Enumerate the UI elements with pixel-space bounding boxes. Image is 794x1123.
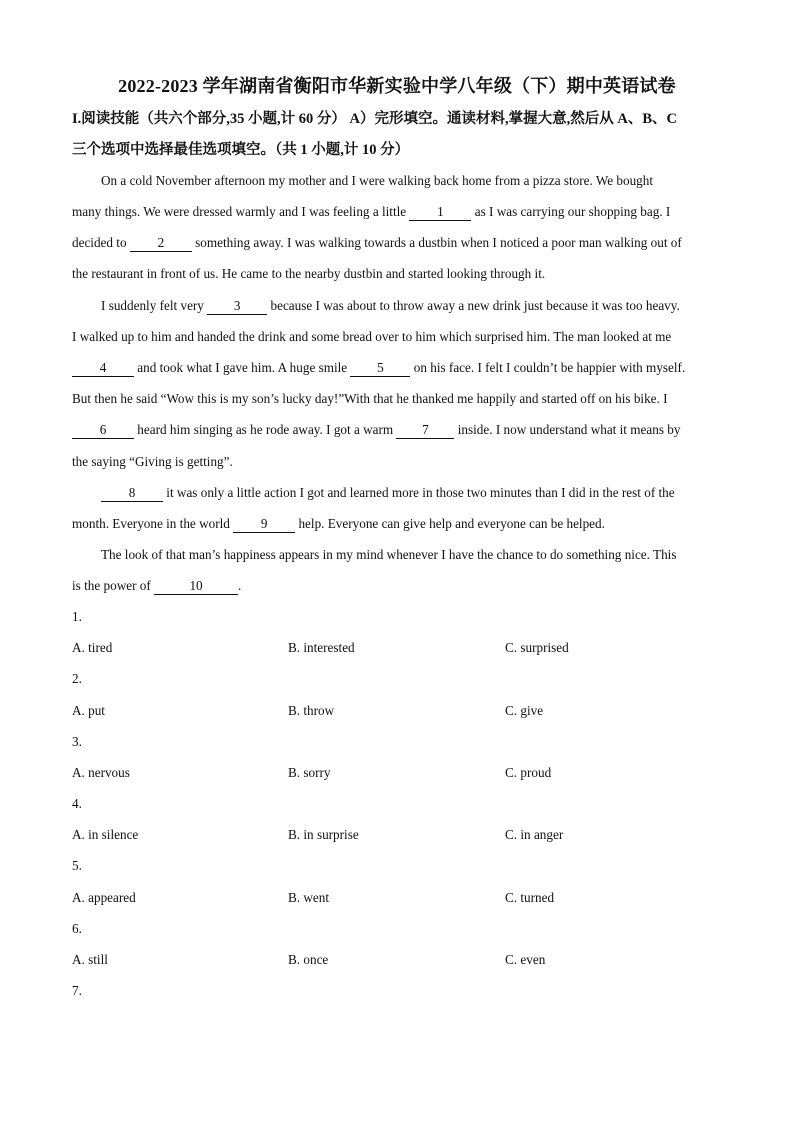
section-heading-line-1: I.阅读技能（共六个部分,35 小题,计 60 分） A）完形填空。通读材料,掌握大意,然后从 A、B、C — [72, 111, 677, 127]
question-number: 4. — [72, 796, 82, 811]
option-a: A. nervous — [72, 765, 130, 780]
blank-6: 6 — [72, 422, 134, 439]
question-number: 6. — [72, 921, 82, 936]
passage-line: 6 heard him singing as he rode away. I got a warm 7 inside. I now understand what it means by — [72, 420, 732, 440]
option-a: A. in silence — [72, 827, 139, 842]
blank-10: 10 — [154, 578, 238, 595]
passage-line: is the power of 10 . — [72, 578, 242, 593]
blank-1: 1 — [409, 204, 471, 221]
option-b: B. went — [288, 890, 330, 905]
passage-line: But then he said “Wow this is my son’s lucky day!”With that he thanked me happily and started off on his bike. I — [72, 391, 668, 406]
option-a: A. appeared — [72, 890, 136, 905]
passage-line: decided to 2 something away. I was walking towards a dustbin when I noticed a poor man walking out of — [72, 235, 682, 250]
passage-line: 4 and took what I gave him. A huge smile 5 on his face. I felt I couldn’t be happier with myself. — [72, 358, 732, 378]
question-number: 7. — [72, 983, 82, 998]
question-number: 1. — [72, 609, 82, 624]
option-c: C. turned — [505, 890, 555, 905]
question-number: 3. — [72, 734, 82, 749]
option-c: C. in anger — [505, 827, 564, 842]
blank-5: 5 — [350, 360, 410, 377]
option-a: A. put — [72, 703, 105, 718]
blank-8: 8 — [101, 485, 163, 502]
option-a: A. tired — [72, 640, 113, 655]
blank-3: 3 — [207, 298, 267, 315]
passage-line: the saying “Giving is getting”. — [72, 454, 233, 469]
passage-line: I suddenly felt very 3 because I was about to throw away a new drink just because it was too heavy. — [101, 298, 680, 313]
option-c: C. give — [505, 703, 544, 718]
blank-9: 9 — [233, 516, 295, 533]
option-b: B. interested — [288, 640, 355, 655]
passage-line: I walked up to him and handed the drink and some bread over to him which surprised him. The man looked at me — [72, 329, 672, 344]
option-c: C. surprised — [505, 640, 569, 655]
passage-line: month. Everyone in the world 9 help. Everyone can give help and everyone can be helped. — [72, 516, 605, 531]
passage-line: 8 it was only a little action I got and learned more in those two minutes than I did in the rest of the — [101, 483, 761, 503]
option-b: B. in surprise — [288, 827, 359, 842]
blank-4: 4 — [72, 360, 134, 377]
blank-2: 2 — [130, 235, 192, 252]
question-number: 5. — [72, 858, 82, 873]
passage-line: On a cold November afternoon my mother and I were walking back home from a pizza store. We bought — [101, 173, 654, 188]
option-c: C. proud — [505, 765, 552, 780]
passage-line: many things. We were dressed warmly and I was feeling a little 1 as I was carrying our shopping bag. I — [72, 204, 671, 219]
option-b: B. throw — [288, 703, 335, 718]
passage-line: the restaurant in front of us. He came to the nearby dustbin and started looking through it. — [72, 266, 546, 281]
option-b: B. once — [288, 952, 329, 967]
passage-line: The look of that man’s happiness appears in my mind whenever I have the chance to do something nice. This — [101, 547, 677, 562]
option-c: C. even — [505, 952, 546, 967]
option-b: B. sorry — [288, 765, 331, 780]
question-number: 2. — [72, 671, 82, 686]
blank-7: 7 — [396, 422, 454, 439]
option-a: A. still — [72, 952, 108, 967]
exam-title: 2022-2023 学年湖南省衡阳市华新实验中学八年级（下）期中英语试卷 — [118, 76, 676, 96]
section-heading-line-2: 三个选项中选择最佳选项填空。（共 1 小题,计 10 分） — [72, 142, 410, 158]
